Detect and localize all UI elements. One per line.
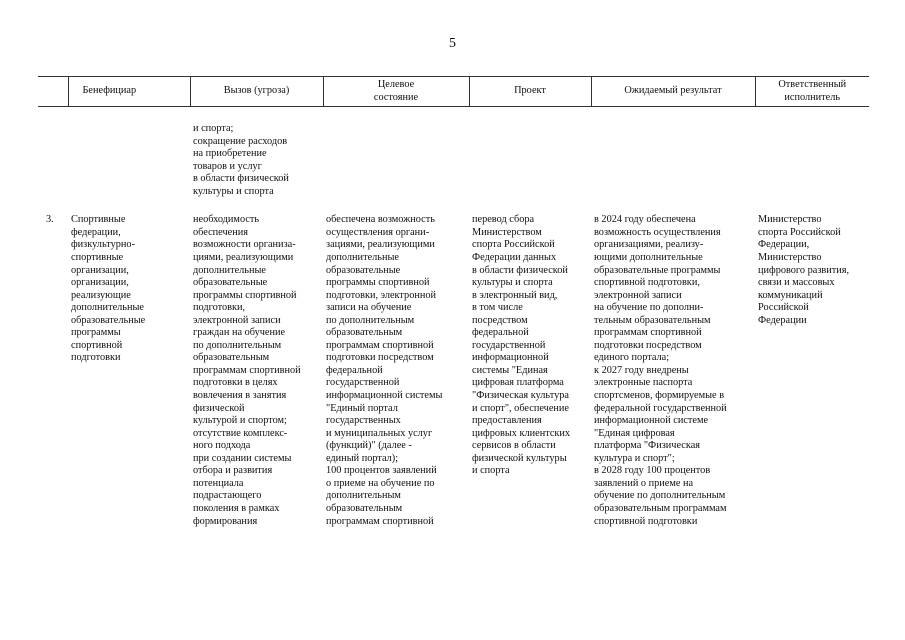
cont-cell-challenge: и спорта; сокращение расходов на приобретение товаров и услуг в области физической культуры и спорта	[193, 123, 289, 197]
measures-table	[38, 76, 869, 528]
cont-cell-beneficiary	[68, 107, 190, 199]
cont-cell-target	[323, 107, 469, 199]
header-number	[38, 77, 68, 107]
cont-cell-number	[38, 107, 68, 199]
row-expected-result: в 2024 году обеспечена возможность осуществления организациями, реализу- ющими дополнительные образовательные программы спортивной подготовки, электронной записи на обучение по дополни- тельным образовательным программам спортивной подготовки посредством единого портала; к 2027 году внедрены электронные паспорта спортсменов, формируемые в федеральной государственной информационной системе "Единая цифровая платформа "Физическая культура и спорт"; в 2028 году 100 процентов заявлений о приеме на обучение по дополнительным образовательным программам спортивной подготовки	[594, 214, 727, 527]
row-beneficiary: Спортивные федерации, физкультурно- спортивные организации, организации, реализующие дополнительные образовательные программы спортивной подготовки	[71, 214, 146, 364]
row-challenge: необходимость обеспечения возможности организа- циями, реализующими дополнительные образовательные программы спортивной подготовки, электронной записи граждан на обучение по дополнительным образовательным программам спортивной подготовки в целях вовлечения в занятия физической культурой и спортом; отсутствие комплекс- ного подхода при создании системы отбора и развития потенциала подрастающего поколения в рамках формирования	[193, 214, 301, 527]
page-number: 5	[449, 36, 456, 51]
header-target-state: Целевое состояние	[323, 77, 469, 107]
cont-cell-project	[469, 107, 591, 199]
header-responsible: Ответственный исполнитель	[755, 77, 869, 107]
header-beneficiary: Бенефициар	[68, 77, 190, 107]
continuation-row	[38, 107, 869, 199]
table-header-row	[38, 77, 869, 107]
row-target-state: обеспечена возможность осуществления органи- зациями, реализующими дополнительные образовательные программы спортивной подготовки, электронной записи на обучение по дополнительным образовательным программам спортивной подготовки посредством федеральной государственной информационной системы "Единый портал государственных и муниципальных услуг (функций)" (далее - единый портал); 100 процентов заявлений о приеме на обучение по дополнительным образовательным программам спортивной	[326, 214, 443, 527]
header-expected-result: Ожидаемый результат	[591, 77, 755, 107]
header-challenge: Вызов (угроза)	[190, 77, 323, 107]
cont-cell-result	[591, 107, 755, 199]
cont-cell-responsible	[755, 107, 869, 199]
header-project: Проект	[469, 77, 591, 107]
row-number: 3.	[46, 214, 54, 226]
row-responsible: Министерство спорта Российской Федерации, Министерство цифрового развития, связи и массовых коммуникаций Российской Федерации	[758, 214, 850, 326]
table-row	[38, 198, 869, 528]
row-project: перевод сбора Министерством спорта Российской Федерации данных в области физической культуры и спорта в электронный вид, в том числе посредством федеральной государственной информационной системы "Единая цифровая платформа "Физическая культура и спорт", обеспечение предоставления цифровых клиентских сервисов в области физической культуры и спорта	[472, 214, 571, 477]
